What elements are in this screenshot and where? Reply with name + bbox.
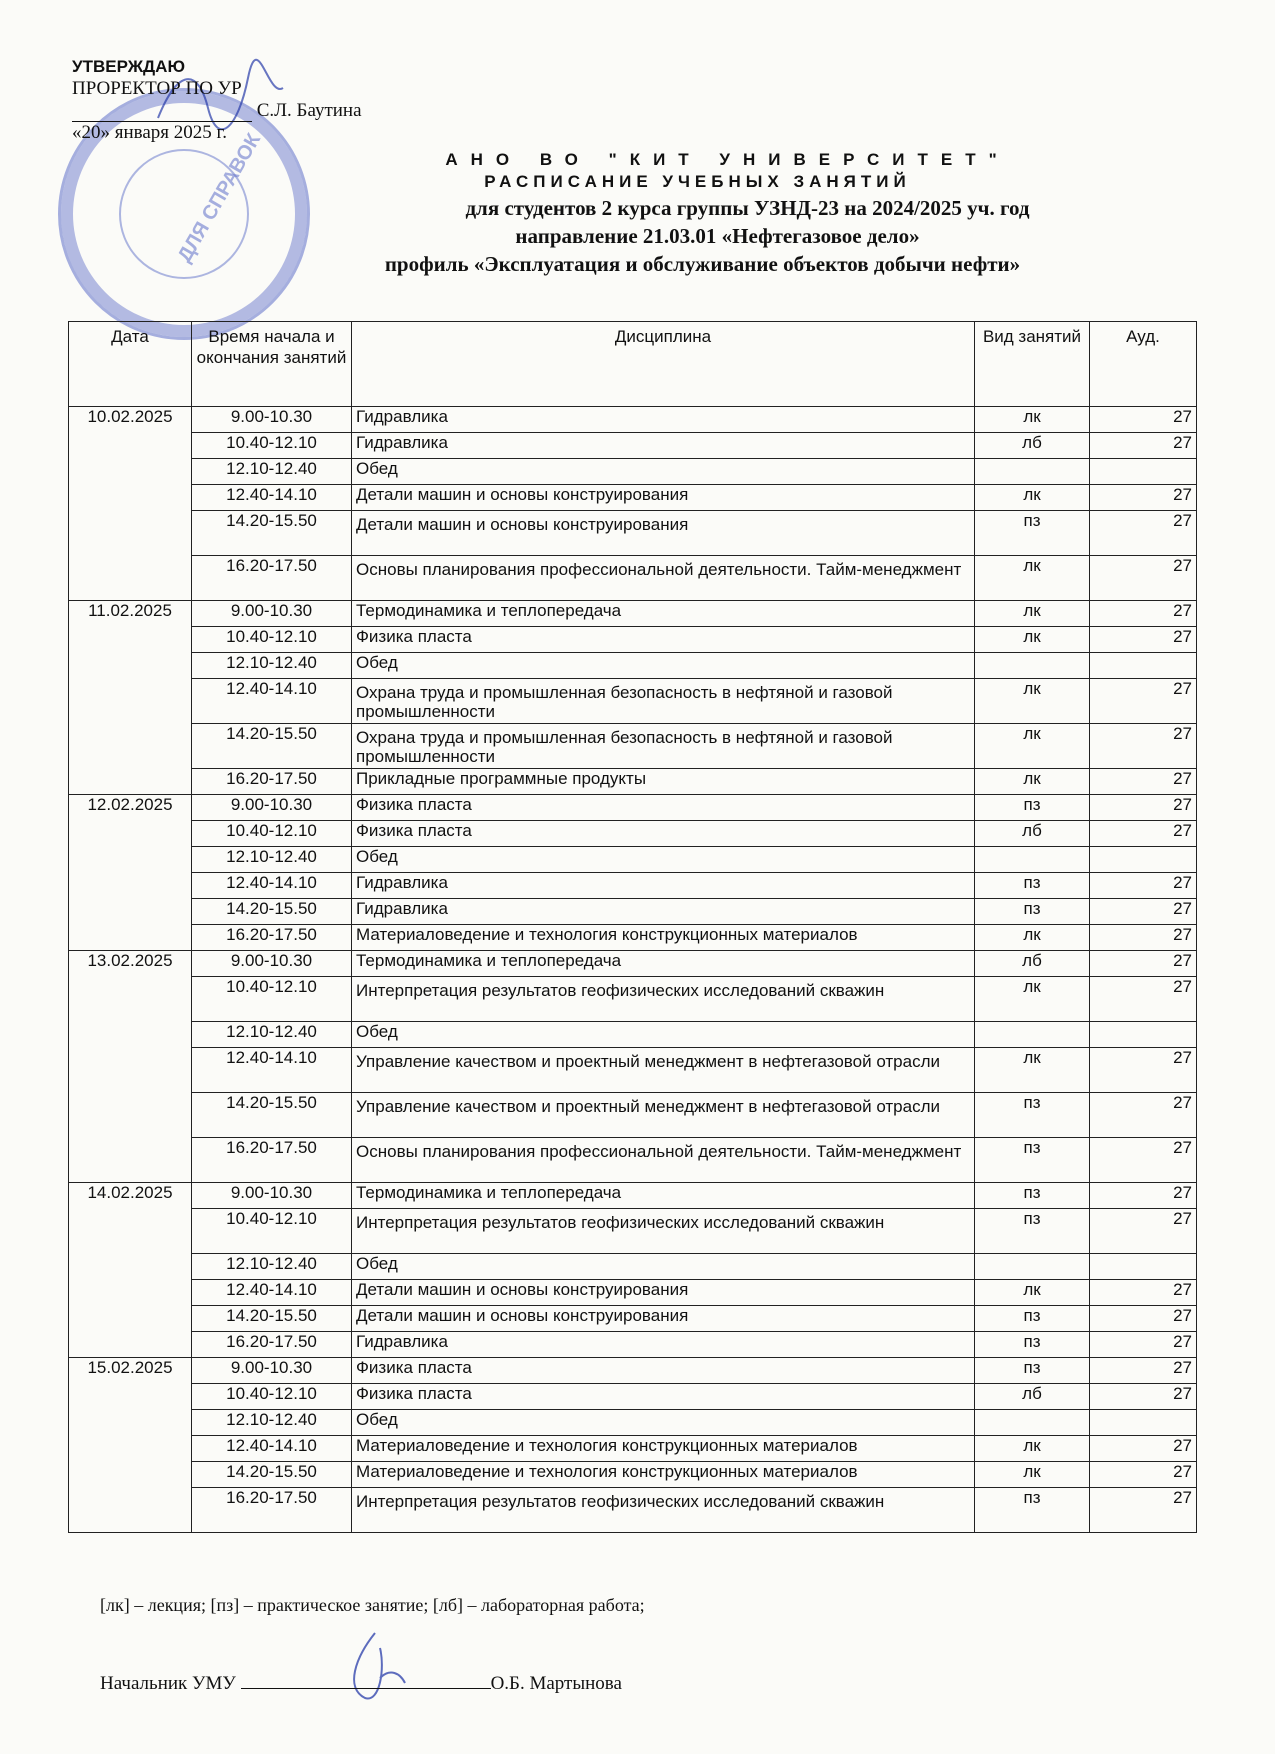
cell-room: 27	[1090, 1488, 1197, 1533]
signer-position: Начальник УМУ	[100, 1673, 236, 1694]
cell-time: 14.20-15.50	[192, 1093, 352, 1138]
cell-discipline: Детали машин и основы конструирования	[352, 1280, 975, 1306]
cell-time: 12.10-12.40	[192, 1022, 352, 1048]
cell-room: 27	[1090, 1138, 1197, 1183]
cell-discipline: Управление качеством и проектный менеджмент в нефтегазовой отрасли	[352, 1048, 975, 1093]
table-row	[69, 1488, 1197, 1533]
cell-kind: пз	[975, 511, 1090, 556]
cell-kind: лк	[975, 679, 1090, 724]
table-row	[69, 1332, 1197, 1358]
cell-discipline: Детали машин и основы конструирования	[352, 1306, 975, 1332]
cell-room: 27	[1090, 1462, 1197, 1488]
cell-discipline: Интерпретация результатов геофизических исследований скважин	[352, 977, 975, 1022]
document-header	[0, 150, 1275, 278]
cell-room: 27	[1090, 821, 1197, 847]
schedule-table	[68, 321, 1197, 1533]
cell-kind: пз	[975, 899, 1090, 925]
cell-time: 9.00-10.30	[192, 1358, 352, 1384]
cell-time: 10.40-12.10	[192, 977, 352, 1022]
cell-room: 27	[1090, 951, 1197, 977]
cell-kind: лк	[975, 1462, 1090, 1488]
cell-time: 12.10-12.40	[192, 653, 352, 679]
cell-room	[1090, 1022, 1197, 1048]
table-row	[69, 511, 1197, 556]
cell-time: 9.00-10.30	[192, 951, 352, 977]
cell-room: 27	[1090, 873, 1197, 899]
cell-room: 27	[1090, 511, 1197, 556]
cell-discipline: Материаловедение и технология конструкционных материалов	[352, 925, 975, 951]
cell-kind: лк	[975, 977, 1090, 1022]
cell-kind: пз	[975, 1358, 1090, 1384]
cell-time: 12.10-12.40	[192, 1254, 352, 1280]
cell-discipline: Детали машин и основы конструирования	[352, 511, 975, 556]
header-line-group: для студентов 2 курса группы УЗНД-23 на 2024/2025 уч. год	[465, 196, 1030, 220]
table-row	[69, 1280, 1197, 1306]
cell-kind: лк	[975, 925, 1090, 951]
table-row	[69, 407, 1197, 433]
cell-time: 9.00-10.30	[192, 1183, 352, 1209]
cell-room	[1090, 459, 1197, 485]
column-header-discipline: Дисциплина	[352, 322, 975, 407]
cell-discipline: Физика пласта	[352, 1358, 975, 1384]
cell-room	[1090, 653, 1197, 679]
cell-discipline: Физика пласта	[352, 821, 975, 847]
column-header-date: Дата	[69, 322, 192, 407]
cell-room: 27	[1090, 679, 1197, 724]
cell-kind	[975, 1022, 1090, 1048]
cell-room	[1090, 1410, 1197, 1436]
table-row	[69, 847, 1197, 873]
cell-kind: лк	[975, 485, 1090, 511]
cell-room: 27	[1090, 1384, 1197, 1410]
table-row	[69, 556, 1197, 601]
cell-date: 11.02.2025	[69, 601, 192, 795]
cell-time: 10.40-12.10	[192, 1384, 352, 1410]
table-row	[69, 627, 1197, 653]
head-signature	[335, 1628, 415, 1708]
table-row	[69, 433, 1197, 459]
cell-discipline: Управление качеством и проектный менеджмент в нефтегазовой отрасли	[352, 1093, 975, 1138]
cell-room: 27	[1090, 601, 1197, 627]
cell-room: 27	[1090, 1332, 1197, 1358]
table-row	[69, 795, 1197, 821]
cell-room: 27	[1090, 1358, 1197, 1384]
cell-date: 13.02.2025	[69, 951, 192, 1183]
cell-kind: пз	[975, 1332, 1090, 1358]
cell-discipline: Термодинамика и теплопередача	[352, 951, 975, 977]
cell-room: 27	[1090, 769, 1197, 795]
cell-kind: пз	[975, 795, 1090, 821]
table-row	[69, 1254, 1197, 1280]
cell-time: 16.20-17.50	[192, 1138, 352, 1183]
column-header-time: Время начала и окончания занятий	[192, 322, 352, 407]
cell-discipline: Основы планирования профессиональной деятельности. Тайм-менеджмент	[352, 1138, 975, 1183]
table-row	[69, 679, 1197, 724]
table-row	[69, 821, 1197, 847]
cell-time: 10.40-12.10	[192, 627, 352, 653]
cell-kind: пз	[975, 1209, 1090, 1254]
cell-time: 14.20-15.50	[192, 724, 352, 769]
cell-discipline: Термодинамика и теплопередача	[352, 1183, 975, 1209]
table-row	[69, 724, 1197, 769]
cell-kind	[975, 459, 1090, 485]
table-row	[69, 485, 1197, 511]
cell-time: 12.10-12.40	[192, 459, 352, 485]
table-row	[69, 601, 1197, 627]
cell-kind: лк	[975, 769, 1090, 795]
cell-kind: лк	[975, 1048, 1090, 1093]
cell-time: 14.20-15.50	[192, 511, 352, 556]
cell-time: 16.20-17.50	[192, 1488, 352, 1533]
cell-discipline: Охрана труда и промышленная безопасность в нефтяной и газовой промышленности	[352, 724, 975, 769]
cell-time: 12.40-14.10	[192, 1436, 352, 1462]
cell-kind: лк	[975, 556, 1090, 601]
table-row	[69, 1462, 1197, 1488]
cell-kind: пз	[975, 1093, 1090, 1138]
cell-time: 12.10-12.40	[192, 847, 352, 873]
cell-room: 27	[1090, 1306, 1197, 1332]
cell-date: 14.02.2025	[69, 1183, 192, 1358]
approval-date: «20» января 2025 г.	[72, 122, 227, 143]
cell-discipline: Гидравлика	[352, 899, 975, 925]
cell-date: 12.02.2025	[69, 795, 192, 951]
organization-name: АНО ВО "КИТ УНИВЕРСИТЕТ"	[445, 150, 1010, 169]
cell-room: 27	[1090, 899, 1197, 925]
signer-signature-line	[241, 1670, 491, 1689]
cell-discipline: Гидравлика	[352, 433, 975, 459]
cell-discipline: Физика пласта	[352, 1384, 975, 1410]
table-row	[69, 1410, 1197, 1436]
cell-kind: лк	[975, 1280, 1090, 1306]
cell-discipline: Обед	[352, 847, 975, 873]
table-row	[69, 1093, 1197, 1138]
cell-room: 27	[1090, 627, 1197, 653]
cell-time: 10.40-12.10	[192, 821, 352, 847]
cell-room: 27	[1090, 1183, 1197, 1209]
legend: [лк] – лекция; [пз] – практическое занятие; [лб] – лабораторная работа;	[100, 1595, 645, 1615]
table-row	[69, 769, 1197, 795]
table-row	[69, 1384, 1197, 1410]
cell-discipline: Материаловедение и технология конструкционных материалов	[352, 1462, 975, 1488]
table-row	[69, 1048, 1197, 1093]
cell-kind: лк	[975, 724, 1090, 769]
cell-time: 10.40-12.10	[192, 1209, 352, 1254]
table-row	[69, 899, 1197, 925]
cell-kind: лк	[975, 601, 1090, 627]
cell-time: 16.20-17.50	[192, 1332, 352, 1358]
cell-room: 27	[1090, 724, 1197, 769]
cell-room: 27	[1090, 433, 1197, 459]
cell-room: 27	[1090, 485, 1197, 511]
cell-room: 27	[1090, 795, 1197, 821]
cell-discipline: Интерпретация результатов геофизических исследований скважин	[352, 1488, 975, 1533]
cell-room: 27	[1090, 556, 1197, 601]
cell-time: 10.40-12.10	[192, 433, 352, 459]
cell-time: 12.40-14.10	[192, 485, 352, 511]
cell-kind	[975, 653, 1090, 679]
cell-date: 15.02.2025	[69, 1358, 192, 1533]
cell-discipline: Гидравлика	[352, 873, 975, 899]
approval-position: ПРОРЕКТОР ПО УР	[72, 78, 242, 99]
cell-discipline: Термодинамика и теплопередача	[352, 601, 975, 627]
cell-kind: пз	[975, 1488, 1090, 1533]
cell-time: 16.20-17.50	[192, 769, 352, 795]
cell-room	[1090, 1254, 1197, 1280]
cell-discipline: Основы планирования профессиональной деятельности. Тайм-менеджмент	[352, 556, 975, 601]
cell-time: 16.20-17.50	[192, 925, 352, 951]
cell-time: 12.40-14.10	[192, 679, 352, 724]
table-row	[69, 459, 1197, 485]
approval-signature-line	[72, 100, 362, 122]
cell-kind	[975, 1410, 1090, 1436]
cell-kind	[975, 1254, 1090, 1280]
cell-time: 14.20-15.50	[192, 899, 352, 925]
cell-kind: пз	[975, 1306, 1090, 1332]
cell-discipline: Обед	[352, 1022, 975, 1048]
cell-discipline: Детали машин и основы конструирования	[352, 485, 975, 511]
cell-discipline: Обед	[352, 1410, 975, 1436]
cell-date: 10.02.2025	[69, 407, 192, 601]
cell-discipline: Прикладные программные продукты	[352, 769, 975, 795]
cell-discipline: Материаловедение и технология конструкционных материалов	[352, 1436, 975, 1462]
cell-discipline: Обед	[352, 653, 975, 679]
table-row	[69, 1183, 1197, 1209]
cell-kind: пз	[975, 1183, 1090, 1209]
column-header-kind: Вид занятий	[975, 322, 1090, 407]
cell-kind: лк	[975, 627, 1090, 653]
cell-room: 27	[1090, 1093, 1197, 1138]
table-row	[69, 951, 1197, 977]
cell-discipline: Физика пласта	[352, 795, 975, 821]
cell-discipline: Обед	[352, 1254, 975, 1280]
table-header-row	[69, 322, 1197, 407]
cell-time: 12.10-12.40	[192, 1410, 352, 1436]
schedule-body	[69, 407, 1197, 1533]
cell-kind	[975, 847, 1090, 873]
cell-time: 9.00-10.30	[192, 601, 352, 627]
signer-block	[100, 1670, 622, 1695]
cell-discipline: Гидравлика	[352, 1332, 975, 1358]
cell-time: 9.00-10.30	[192, 407, 352, 433]
header-line-profile: профиль «Эксплуатация и обслуживание объектов добычи нефти»	[384, 252, 1021, 276]
cell-kind: лб	[975, 951, 1090, 977]
seal-text: ДЛЯ СПРАВОК	[173, 129, 266, 267]
cell-kind: лк	[975, 1436, 1090, 1462]
cell-time: 12.40-14.10	[192, 1048, 352, 1093]
approval-block	[72, 56, 362, 144]
table-row	[69, 1209, 1197, 1254]
cell-kind: лб	[975, 433, 1090, 459]
cell-discipline: Интерпретация результатов геофизических исследований скважин	[352, 1209, 975, 1254]
cell-discipline: Охрана труда и промышленная безопасность в нефтяной и газовой промышленности	[352, 679, 975, 724]
cell-kind: лк	[975, 407, 1090, 433]
cell-room: 27	[1090, 1209, 1197, 1254]
cell-discipline: Физика пласта	[352, 627, 975, 653]
cell-room: 27	[1090, 977, 1197, 1022]
approval-heading: УТВЕРЖДАЮ	[72, 57, 185, 76]
table-row	[69, 1138, 1197, 1183]
cell-time: 14.20-15.50	[192, 1462, 352, 1488]
table-row	[69, 1358, 1197, 1384]
header-line-direction: направление 21.03.01 «Нефтегазовое дело»	[515, 224, 920, 248]
cell-room: 27	[1090, 1436, 1197, 1462]
cell-time: 14.20-15.50	[192, 1306, 352, 1332]
cell-kind: лб	[975, 821, 1090, 847]
table-row	[69, 873, 1197, 899]
signer-name: О.Б. Мартынова	[490, 1673, 622, 1694]
column-header-room: Ауд.	[1090, 322, 1197, 407]
cell-kind: лб	[975, 1384, 1090, 1410]
table-row	[69, 1022, 1197, 1048]
table-row	[69, 653, 1197, 679]
cell-discipline: Обед	[352, 459, 975, 485]
cell-kind: пз	[975, 1138, 1090, 1183]
cell-room	[1090, 847, 1197, 873]
cell-room: 27	[1090, 925, 1197, 951]
table-row	[69, 1306, 1197, 1332]
cell-time: 12.40-14.10	[192, 1280, 352, 1306]
cell-time: 12.40-14.10	[192, 873, 352, 899]
cell-room: 27	[1090, 1280, 1197, 1306]
cell-discipline: Гидравлика	[352, 407, 975, 433]
cell-room: 27	[1090, 407, 1197, 433]
table-row	[69, 977, 1197, 1022]
document-title: РАСПИСАНИЕ УЧЕБНЫХ ЗАНЯТИЙ	[484, 172, 911, 191]
cell-room: 27	[1090, 1048, 1197, 1093]
cell-time: 16.20-17.50	[192, 556, 352, 601]
approval-name: С.Л. Баутина	[256, 100, 362, 121]
cell-kind: пз	[975, 873, 1090, 899]
table-row	[69, 1436, 1197, 1462]
cell-time: 9.00-10.30	[192, 795, 352, 821]
table-row	[69, 925, 1197, 951]
